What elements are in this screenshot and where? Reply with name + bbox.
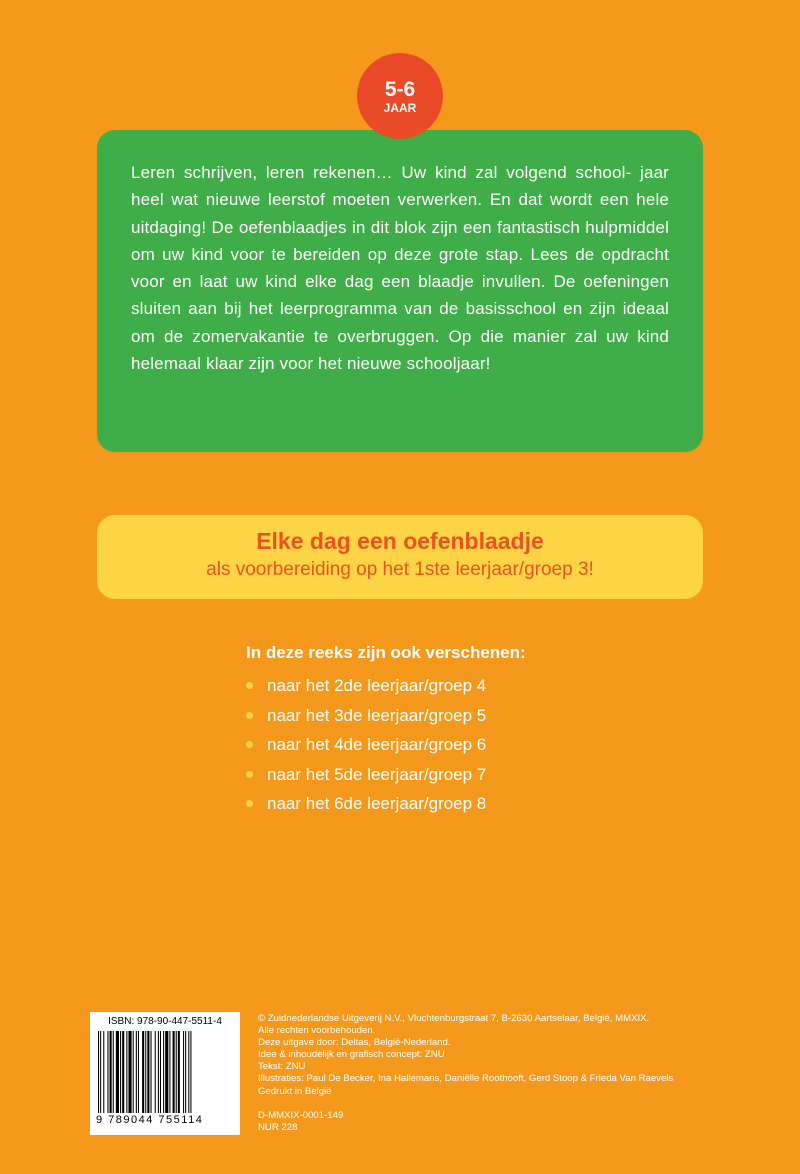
bullet-icon — [246, 712, 253, 719]
age-unit: JAAR — [383, 101, 417, 115]
list-item: naar het 6de leerjaar/groep 8 — [246, 789, 666, 819]
barcode-bar — [98, 1031, 99, 1113]
credit-line: Tekst: ZNU — [258, 1061, 306, 1073]
credit-line: © Zuidnederlandse Uitgeverij N.V., Vluchtenburgstraat 7, B-2630 Aartselaar, België, MMXIX. — [258, 1013, 650, 1024]
bullet-icon — [246, 771, 253, 778]
credit-line: Gedrukt in België — [258, 1085, 332, 1097]
barcode-bar — [128, 1031, 131, 1113]
barcode-bar — [183, 1031, 184, 1113]
list-item: naar het 2de leerjaar/groep 4 — [246, 671, 666, 701]
barcode-bar — [138, 1031, 139, 1113]
intro-text: Leren schrijven, leren rekenen… Uw kind zal volgend school- jaar heel wat nieuwe leerstof moeten verwerken. En dat wordt een hele uitdaging! De oefenblaadjes in dit blok zijn een fantastisch hulpmiddel om uw kind voor te bereiden op deze grote stap. Lees de opdracht voor en laat uw kind elke dag een blaadje invullen. De oefeningen sluiten aan bij het leerprogramma van de basisschool en zijn ideaal om de zomervakantie te overbruggen. Op die manier zal uw kind helemaal klaar zijn voor het nieuwe schooljaar! — [131, 163, 669, 374]
tagline-headline: Elke dag een oefenblaadje — [256, 528, 544, 554]
barcode-bar — [110, 1031, 112, 1113]
barcode-bar — [133, 1031, 134, 1113]
tagline-subline: als voorbereiding op het 1ste leerjaar/groep 3! — [206, 559, 594, 580]
barcode-bar — [142, 1031, 144, 1113]
series-heading: In deze reeks zijn ook verschenen: — [246, 643, 526, 662]
tagline-panel — [97, 515, 703, 599]
barcode-icon — [96, 1031, 234, 1113]
credit-line: Idee & inhoudelijk en grafisch concept: ZNU — [258, 1049, 445, 1061]
barcode-bar — [155, 1031, 156, 1113]
age-range: 5-6 — [384, 78, 416, 101]
series-section — [246, 642, 666, 819]
series-list — [246, 671, 666, 819]
credit-line: Illustraties: Paul De Becker, Ina Hallemans, Daniëlle Roothooft, Gerd Stoop & Frieda Van Raevels — [258, 1073, 674, 1085]
list-item: naar het 3de leerjaar/groep 5 — [246, 701, 666, 731]
bullet-icon — [246, 800, 253, 807]
age-badge — [357, 53, 443, 139]
barcode-bar — [185, 1031, 186, 1113]
intro-panel — [97, 130, 703, 452]
barcode-label — [90, 1012, 240, 1135]
barcode-bar — [116, 1031, 119, 1113]
bullet-icon — [246, 741, 253, 748]
barcode-bar — [190, 1031, 191, 1113]
list-item: naar het 5de leerjaar/groep 7 — [246, 760, 666, 790]
credit-line: Alle rechten voorbehouden. — [258, 1025, 376, 1037]
barcode-bar — [151, 1031, 152, 1113]
credit-line: D-MMXIX-0001-149 — [258, 1109, 344, 1121]
barcode-bar — [165, 1031, 168, 1113]
barcode-bar — [113, 1031, 114, 1113]
barcode-bar — [173, 1031, 175, 1113]
colophon — [258, 1013, 758, 1134]
credit-line — [258, 1098, 758, 1110]
barcode-bar — [163, 1031, 164, 1113]
barcode-bar — [178, 1031, 180, 1113]
barcode-bar — [122, 1031, 124, 1113]
list-item: naar het 4de leerjaar/groep 6 — [246, 730, 666, 760]
barcode-bar — [120, 1031, 121, 1113]
barcode-bar — [147, 1031, 149, 1113]
barcode-bar — [188, 1031, 189, 1113]
barcode-bar — [126, 1031, 127, 1113]
barcode-digits: 9 789044 755114 — [96, 1114, 204, 1126]
isbn-number: ISBN: 978-90-447-5511-4 — [108, 1016, 222, 1027]
credit-line: Deze uitgave door: Deltas, België-Nederland. — [258, 1037, 451, 1049]
barcode-bar — [158, 1031, 159, 1113]
barcode-bar — [103, 1031, 104, 1113]
barcode-bar — [176, 1031, 177, 1113]
barcode-bar — [145, 1031, 146, 1113]
barcode-bar — [169, 1031, 170, 1113]
barcode-bar — [136, 1031, 137, 1113]
barcode-bar — [100, 1031, 101, 1113]
barcode-bar — [160, 1031, 161, 1113]
barcode-bar — [107, 1031, 108, 1113]
credit-line: NUR 228 — [258, 1121, 298, 1133]
bullet-icon — [246, 682, 253, 689]
